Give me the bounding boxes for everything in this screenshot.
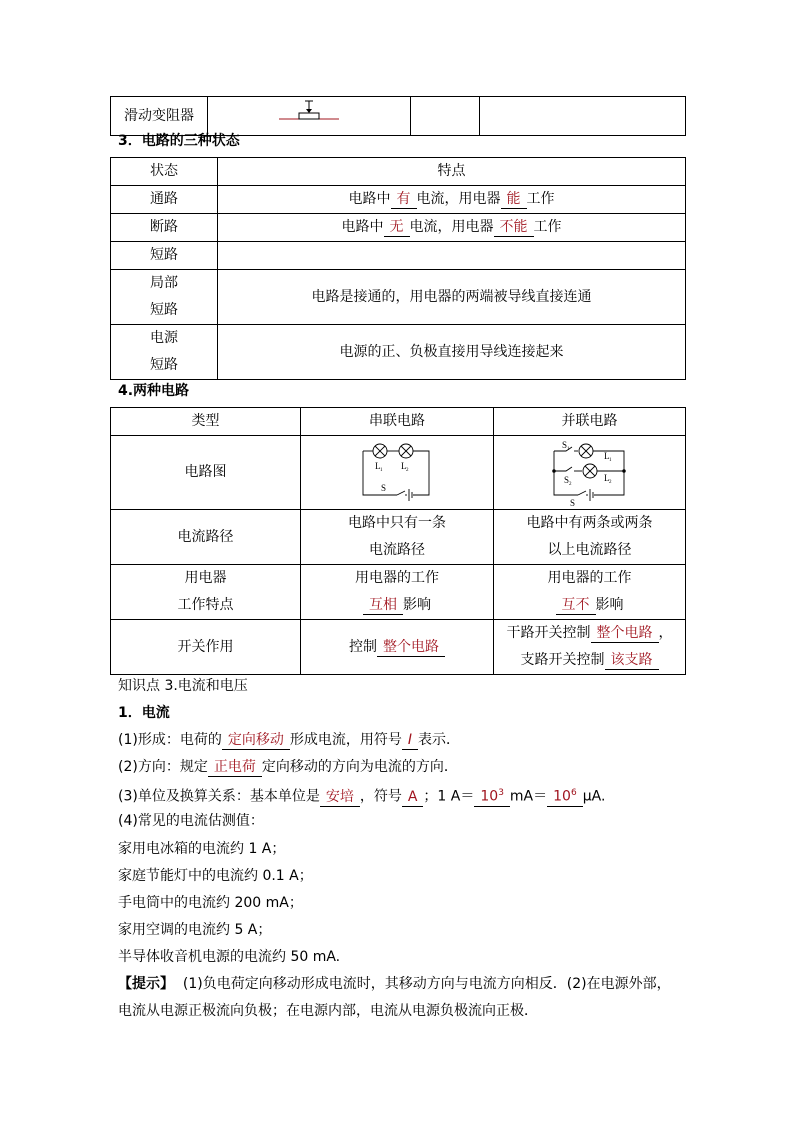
- svg-text:L: L: [401, 460, 407, 471]
- series-circuit-diagram: [357, 441, 437, 505]
- kp3-line-formation: (1)形成：电荷的 定向移动 形成电流，用符号 I 表示．: [118, 732, 460, 748]
- header-type: 类型: [111, 408, 301, 436]
- svg-text:1: 1: [566, 446, 569, 452]
- svg-text:1: 1: [608, 457, 611, 463]
- series-diagram-cell: [301, 436, 494, 510]
- svg-text:S: S: [569, 497, 575, 507]
- diagram-label: 电路图: [111, 436, 301, 510]
- parallel-path: 电路中有两条或两条 以上电流路径: [494, 510, 686, 565]
- rheostat-cell-4: [480, 97, 686, 136]
- tip-line-1: 【提示】 (1)负电荷定向移动形成电流时，其移动方向与电流方向相反．(2)在电源外部，: [118, 976, 671, 992]
- state-open-desc: 电路中 无 电流，用电器 不能 工作: [218, 214, 686, 242]
- current-path-label: 电流路径: [111, 510, 301, 565]
- answer-blank: 不能: [494, 218, 534, 237]
- answer-blank: 正电荷: [208, 758, 262, 777]
- rheostat-cell-3: [411, 97, 480, 136]
- parallel-diagram-cell: [494, 436, 686, 510]
- header-feature: 特点: [218, 158, 686, 186]
- work-feature-label: 用电器 工作特点: [111, 565, 301, 620]
- kp3-title: 知识点 3.电流和电压: [118, 678, 248, 694]
- series-work: 用电器的工作 互相 影响: [301, 565, 494, 620]
- answer-blank: $10^6$: [547, 784, 583, 807]
- kp3-current-heading: 1．电流: [118, 705, 170, 721]
- svg-text:S: S: [381, 482, 387, 493]
- estimate-item: 半导体收音机电源的电流约 50 mA.: [118, 949, 341, 965]
- answer-blank: 能: [501, 190, 527, 209]
- svg-text:L: L: [603, 450, 609, 461]
- rheostat-icon: [269, 97, 349, 125]
- rheostat-table: [110, 96, 686, 136]
- circuit-states-table: [110, 157, 686, 380]
- answer-blank: 安培: [320, 788, 360, 807]
- estimate-item: 手电筒中的电流约 200 mA；: [118, 895, 303, 911]
- two-circuits-table: [110, 407, 686, 675]
- state-open: 断路: [111, 214, 218, 242]
- series-switch: 控制 整个电路: [301, 620, 494, 675]
- svg-text:2: 2: [568, 481, 571, 487]
- svg-text:1: 1: [380, 467, 383, 473]
- parallel-circuit-diagram: [548, 439, 632, 507]
- kp3-line-estimates: (4)常见的电流估测值：: [118, 813, 264, 829]
- svg-text:2: 2: [406, 467, 409, 473]
- answer-blank: I: [402, 731, 418, 750]
- state-short-desc: [218, 242, 686, 270]
- kp3-line-units: (3)单位及换算关系：基本单位是 安培 ，符号 A ；1 $A= 10^3$ $mA= 10^6$ μA.: [118, 784, 605, 807]
- answer-blank: A: [402, 788, 424, 807]
- answer-blank: 互相: [363, 596, 403, 615]
- switch-role-label: 开关作用: [111, 620, 301, 675]
- series-path: 电路中只有一条 电流路径: [301, 510, 494, 565]
- parallel-work: 用电器的工作 互不 影响: [494, 565, 686, 620]
- svg-text:S: S: [563, 474, 569, 485]
- answer-blank: 定向移动: [222, 731, 290, 750]
- answer-blank: 无: [384, 218, 410, 237]
- state-closed-desc: 电路中 有 电流，用电器 能 工作: [218, 186, 686, 214]
- state-closed: 通路: [111, 186, 218, 214]
- estimate-item: 家用空调的电流约 5 A；: [118, 922, 272, 938]
- answer-blank: 互不: [556, 596, 596, 615]
- header-series: 串联电路: [301, 408, 494, 436]
- svg-text:L: L: [603, 472, 609, 483]
- estimate-item: 家庭节能灯中的电流约 0.1 A；: [118, 868, 313, 884]
- answer-blank: 整个电路: [591, 624, 659, 643]
- svg-text:S: S: [561, 439, 567, 450]
- header-state: 状态: [111, 158, 218, 186]
- answer-blank: 该支路: [605, 651, 659, 670]
- answer-blank: 有: [391, 190, 417, 209]
- tip-label: 【提示】: [118, 976, 174, 992]
- state-local-short-desc: 电路是接通的，用电器的两端被导线直接连通: [218, 270, 686, 325]
- state-short: 短路: [111, 242, 218, 270]
- estimate-item: 家用电冰箱的电流约 1 A；: [118, 841, 286, 857]
- tip-line-2: 电流从电源正极流向负极；在电源内部，电流从电源负极流向正极．: [118, 1003, 538, 1019]
- state-local-short: 局部 短路: [111, 270, 218, 325]
- state-source-short-desc: 电源的正、负极直接用导线连接起来: [218, 325, 686, 380]
- state-source-short: 电源 短路: [111, 325, 218, 380]
- section-4-title: 4.两种电路: [118, 383, 190, 399]
- parallel-switch: 干路开关控制 整个电路 ， 支路开关控制 该支路: [494, 620, 686, 675]
- kp3-line-direction: (2)方向：规定 正电荷 定向移动的方向为电流的方向．: [118, 759, 458, 775]
- answer-blank: 整个电路: [377, 638, 445, 657]
- section-3-title: 3．电路的三种状态: [118, 133, 240, 149]
- header-parallel: 并联电路: [494, 408, 686, 436]
- rheostat-label: 滑动变阻器: [111, 97, 208, 136]
- svg-text:L: L: [375, 460, 381, 471]
- answer-blank: $10^3$: [474, 784, 510, 807]
- svg-text:2: 2: [608, 479, 611, 485]
- rheostat-symbol: [208, 97, 411, 136]
